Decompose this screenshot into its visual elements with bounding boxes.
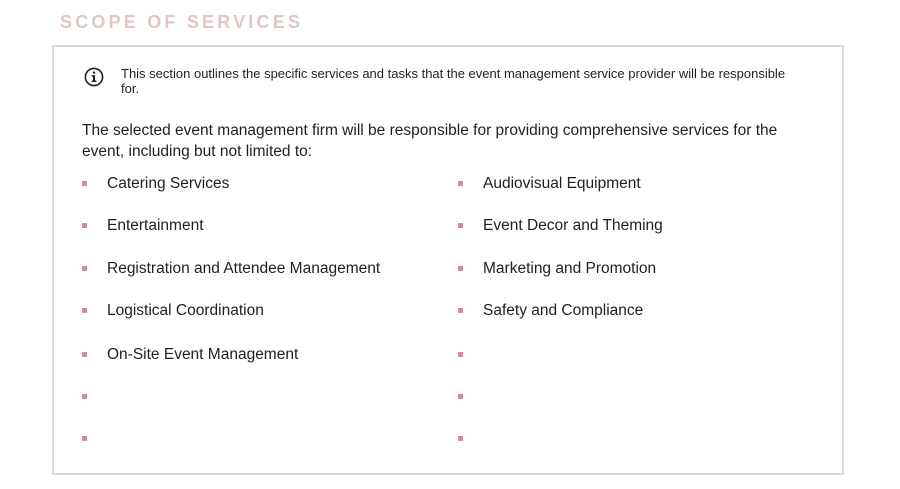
bullet-square-icon: [458, 308, 463, 313]
bullet-square-icon: [458, 223, 463, 228]
right-service-item: [458, 345, 483, 365]
bullet-square-icon: [458, 181, 463, 186]
left-service-item: [82, 301, 264, 321]
left-service-item-label: Logistical Coordination: [107, 302, 264, 319]
bullet-square-icon: [82, 266, 87, 271]
right-service-item-label: Audiovisual Equipment: [483, 175, 641, 192]
left-service-item: [82, 174, 229, 194]
left-service-item-label: On-Site Event Management: [107, 346, 299, 363]
right-service-item-label: Safety and Compliance: [483, 302, 644, 319]
right-service-item: [458, 174, 641, 194]
left-service-item: [82, 429, 107, 449]
info-circle-icon: [84, 67, 104, 87]
right-service-item: [458, 429, 483, 449]
bullet-square-icon: [458, 352, 463, 357]
bullet-square-icon: [82, 436, 87, 441]
scope-panel: [52, 45, 844, 475]
left-service-item: [82, 216, 204, 236]
left-service-item-label: Registration and Attendee Management: [107, 260, 381, 277]
left-service-item-label: Entertainment: [107, 217, 204, 234]
bullet-square-icon: [458, 436, 463, 441]
info-note: [84, 66, 802, 96]
bullet-square-icon: [82, 352, 87, 357]
left-service-item-label: Catering Services: [107, 175, 230, 192]
left-service-item: [82, 345, 298, 365]
bullet-square-icon: [458, 266, 463, 271]
right-service-item-label: Marketing and Promotion: [483, 260, 657, 277]
section-title: SCOPE OF SERVICES: [60, 12, 304, 32]
bullet-square-icon: [458, 394, 463, 399]
bullet-square-icon: [82, 308, 87, 313]
left-service-item: [82, 387, 107, 407]
right-service-item: [458, 259, 656, 279]
intro-paragraph: The selected event management firm will be responsible for providing comprehensive services for the event, including but not limited to:: [82, 122, 778, 160]
right-service-item: [458, 301, 643, 321]
left-service-item: [82, 259, 380, 279]
note-text: This section outlines the specific services and tasks that the event management service provider will be responsible for.: [121, 66, 786, 96]
right-service-item: [458, 387, 483, 407]
right-service-item: [458, 216, 663, 236]
bullet-square-icon: [82, 394, 87, 399]
bullet-square-icon: [82, 181, 87, 186]
bullet-square-icon: [82, 223, 87, 228]
right-service-item-label: Event Decor and Theming: [483, 217, 663, 234]
